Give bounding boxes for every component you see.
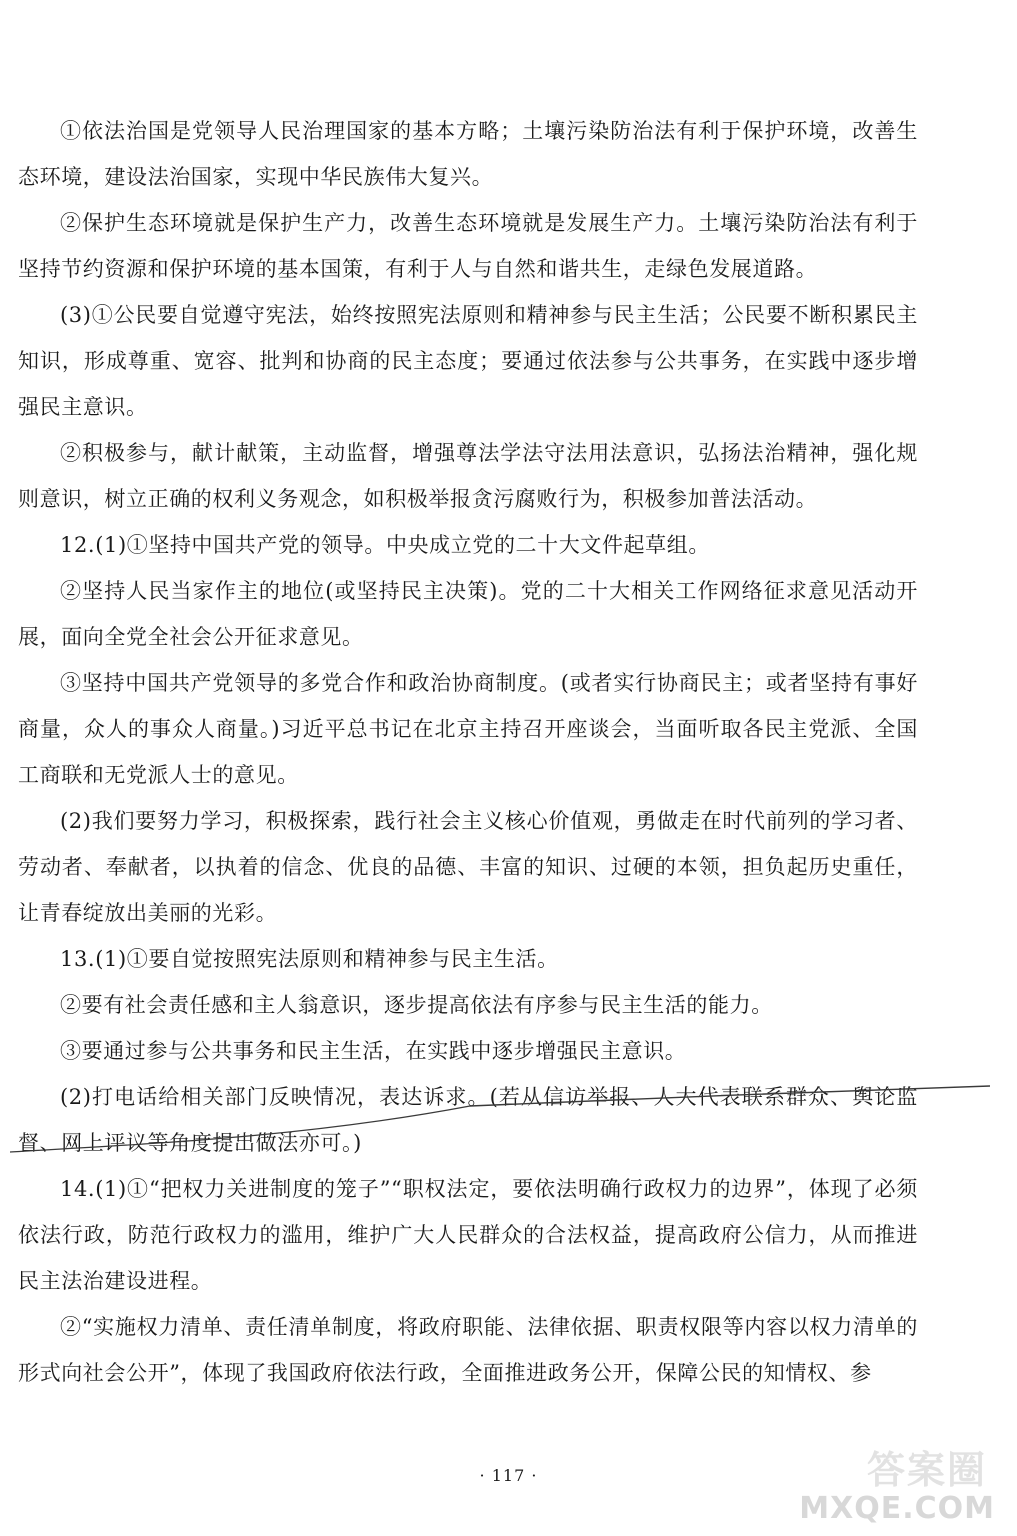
paragraph-3: (3)①公民要自觉遵守宪法，始终按照宪法原则和精神参与民主生活；公民要不断积累民主知识，形成尊重、宽容、批判和协商的民主态度；要通过依法参与公共事务，在实践中逐步增强民主意识。 — [18, 303, 918, 419]
paragraph-1: ①依法治国是党领导人民治理国家的基本方略；土壤污染防治法有利于保护环境，改善生态环境，建设法治国家，实现中华民族伟大复兴。 — [18, 119, 918, 189]
paragraph-12: (2)打电话给相关部门反映情况，表达诉求。(若从信访举报、人大代表联系群众、舆论监督、网上评议等角度提出做法亦可。) — [18, 1085, 918, 1155]
watermark-mark: 答案圈 — [866, 1448, 987, 1492]
paragraph-4: ②积极参与，献计献策，主动监督，增强尊法学法守法用法意识，弘扬法治精神，强化规则意识，树立正确的权利义务观念，如积极举报贪污腐败行为，积极参加普法活动。 — [18, 441, 918, 511]
watermark-logo — [799, 1448, 1007, 1530]
paragraph-13: 14.(1)①“把权力关进制度的笼子”“职权法定，要依法明确行政权力的边界”，体现了必须依法行政，防范行政权力的滥用，维护广大人民群众的合法权益，提高政府公信力，从而推进民主法治建设进程。 — [18, 1177, 918, 1293]
paragraph-11: ③要通过参与公共事务和民主生活，在实践中逐步增强民主意识。 — [60, 1039, 687, 1063]
paragraph-14: ②“实施权力清单、责任清单制度，将政府职能、法律依据、职责权限等内容以权力清单的形式向社会公开”，体现了我国政府依法行政，全面推进政务公开，保障公民的知情权、参 — [18, 1315, 918, 1385]
paragraph-2: ②保护生态环境就是保护生产力，改善生态环境就是发展生产力。土壤污染防治法有利于坚持节约资源和保护环境的基本国策，有利于人与自然和谐共生，走绿色发展道路。 — [18, 211, 918, 281]
page-number: · 117 · — [479, 1466, 538, 1485]
answer-text-body — [18, 108, 918, 1396]
paragraph-5: 12.(1)①坚持中国共产党的领导。中央成立党的二十大文件起草组。 — [60, 533, 710, 557]
paragraph-10: ②要有社会责任感和主人翁意识，逐步提高依法有序参与民主生活的能力。 — [60, 993, 773, 1017]
watermark-site: MXQE.COM — [799, 1491, 995, 1526]
paragraph-9: 13.(1)①要自觉按照宪法原则和精神参与民主生活。 — [60, 947, 559, 971]
paragraph-6: ②坚持人民当家作主的地位(或坚持民主决策)。党的二十大相关工作网络征求意见活动开展，面向全党全社会公开征求意见。 — [18, 579, 918, 649]
paragraph-7: ③坚持中国共产党领导的多党合作和政治协商制度。(或者实行协商民主；或者坚持有事好商量，众人的事众人商量。)习近平总书记在北京主持召开座谈会，当面听取各民主党派、全国工商联和无党派人士的意见。 — [18, 671, 918, 787]
paragraph-8: (2)我们要努力学习，积极探索，践行社会主义核心价值观，勇做走在时代前列的学习者、劳动者、奉献者，以执着的信念、优良的品德、丰富的知识、过硬的本领，担负起历史重任，让青春绽放出美丽的光彩。 — [18, 809, 918, 925]
